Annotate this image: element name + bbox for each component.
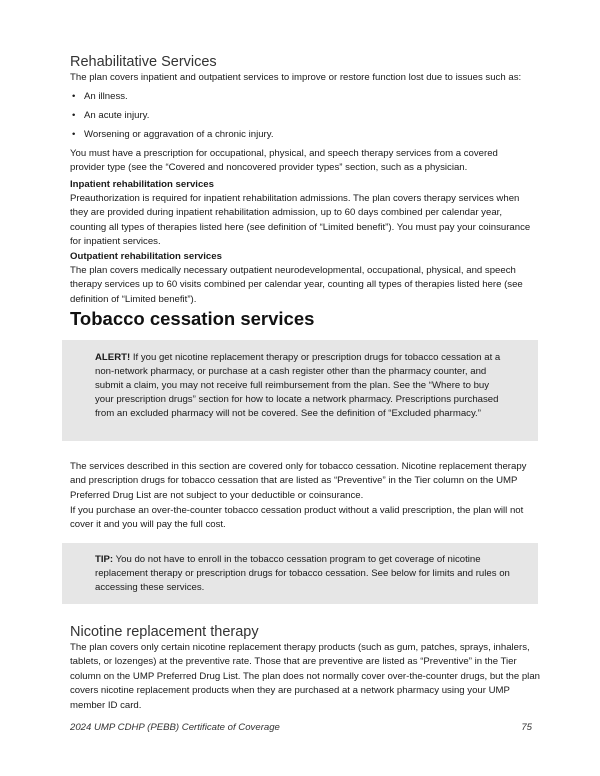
nicotine-text: The plan covers only certain nicotine replacement therapy products (such as gum, patches, sprays, inhalers, tablets, or lozenges) at the preventive rate. Those that are preventive are listed as “Preventive” in the Tier column on the UMP Preferred Drug List. The plan does not normally cover over-the-counter drugs, but the plan covers nicotine replacement products when they are purchased at a network pharmacy using your UMP member ID card. xyxy=(70,642,540,711)
tobacco-para-1: The services described in this section are covered only for tobacco cessation. Nicotine replacement therapy and prescription drugs for tobacco cessation that are listed as “Preventive” in the Tier column on the UMP Preferred Drug List are not subject to your deductible or coinsurance. xyxy=(70,461,527,501)
inpatient-text: Preauthorization is required for inpatient rehabilitation admissions. The plan covers therapy services when they are provided during inpatient rehabilitation admission, up to 60 days combined per calendar year, counting all types of therapies listed here (see definition of “Limited benefit”). You must pay your coinsurance for inpatient services. xyxy=(70,193,531,248)
list-item: • An illness. xyxy=(70,90,540,104)
page-footer xyxy=(70,722,532,733)
page-number: 75 xyxy=(521,722,532,733)
list-item: • An acute injury. xyxy=(70,109,540,123)
alert-box xyxy=(62,340,538,441)
tip-box xyxy=(62,543,538,604)
section-heading-tobacco: Tobacco cessation services xyxy=(70,308,315,329)
outpatient-heading: Outpatient rehabilitation services xyxy=(70,251,222,262)
tip-label: TIP: xyxy=(95,554,114,565)
alert-label: ALERT! xyxy=(95,352,131,363)
inpatient-heading: Inpatient rehabilitation services xyxy=(70,179,214,190)
tip-text xyxy=(95,553,510,595)
footer-title: 2024 UMP CDHP (PEBB) Certificate of Coverage xyxy=(70,722,280,733)
section-heading-nicotine: Nicotine replacement therapy xyxy=(70,624,259,640)
outpatient-text: The plan covers medically necessary outpatient neurodevelopmental, occupational, physical, and speech therapy services up to 60 visits combined per calendar year, counting all types of therapies listed here (see definition of “Limited benefit”). xyxy=(70,265,523,305)
rehab-bullet-list xyxy=(70,90,540,147)
tip-body: You do not have to enroll in the tobacco cessation program to get coverage of nicotine replacement therapy or prescription drugs for tobacco cessation. See below for limits and rules on accessing these services. xyxy=(95,554,510,593)
rehab-intro: The plan covers inpatient and outpatient services to improve or restore function lost due to issues such as: xyxy=(70,72,522,83)
tobacco-para-2: If you purchase an over-the-counter tobacco cessation product without a valid prescription, the plan will not cover it and you will pay the full cost. xyxy=(70,505,524,531)
prescription-note: You must have a prescription for occupational, physical, and speech therapy services from a covered provider type (see the “Covered and noncovered provider types” section, such as a physician. xyxy=(70,148,498,174)
list-item: • Worsening or aggravation of a chronic injury. xyxy=(70,128,540,142)
alert-text xyxy=(95,351,510,421)
alert-body: If you get nicotine replacement therapy or prescription drugs for tobacco cessation at a non-network pharmacy, or purchase at a cash register other than the pharmacy counter, and submit a claim, you may not receive full reimbursement from the plan. See the “Where to buy your prescription drugs” section for how to locate a network pharmacy. Prescriptions purchased from an excluded pharmacy will not be covered. See the definition of “Excluded pharmacy.” xyxy=(95,352,501,419)
section-heading-rehabilitative: Rehabilitative Services xyxy=(70,54,217,70)
